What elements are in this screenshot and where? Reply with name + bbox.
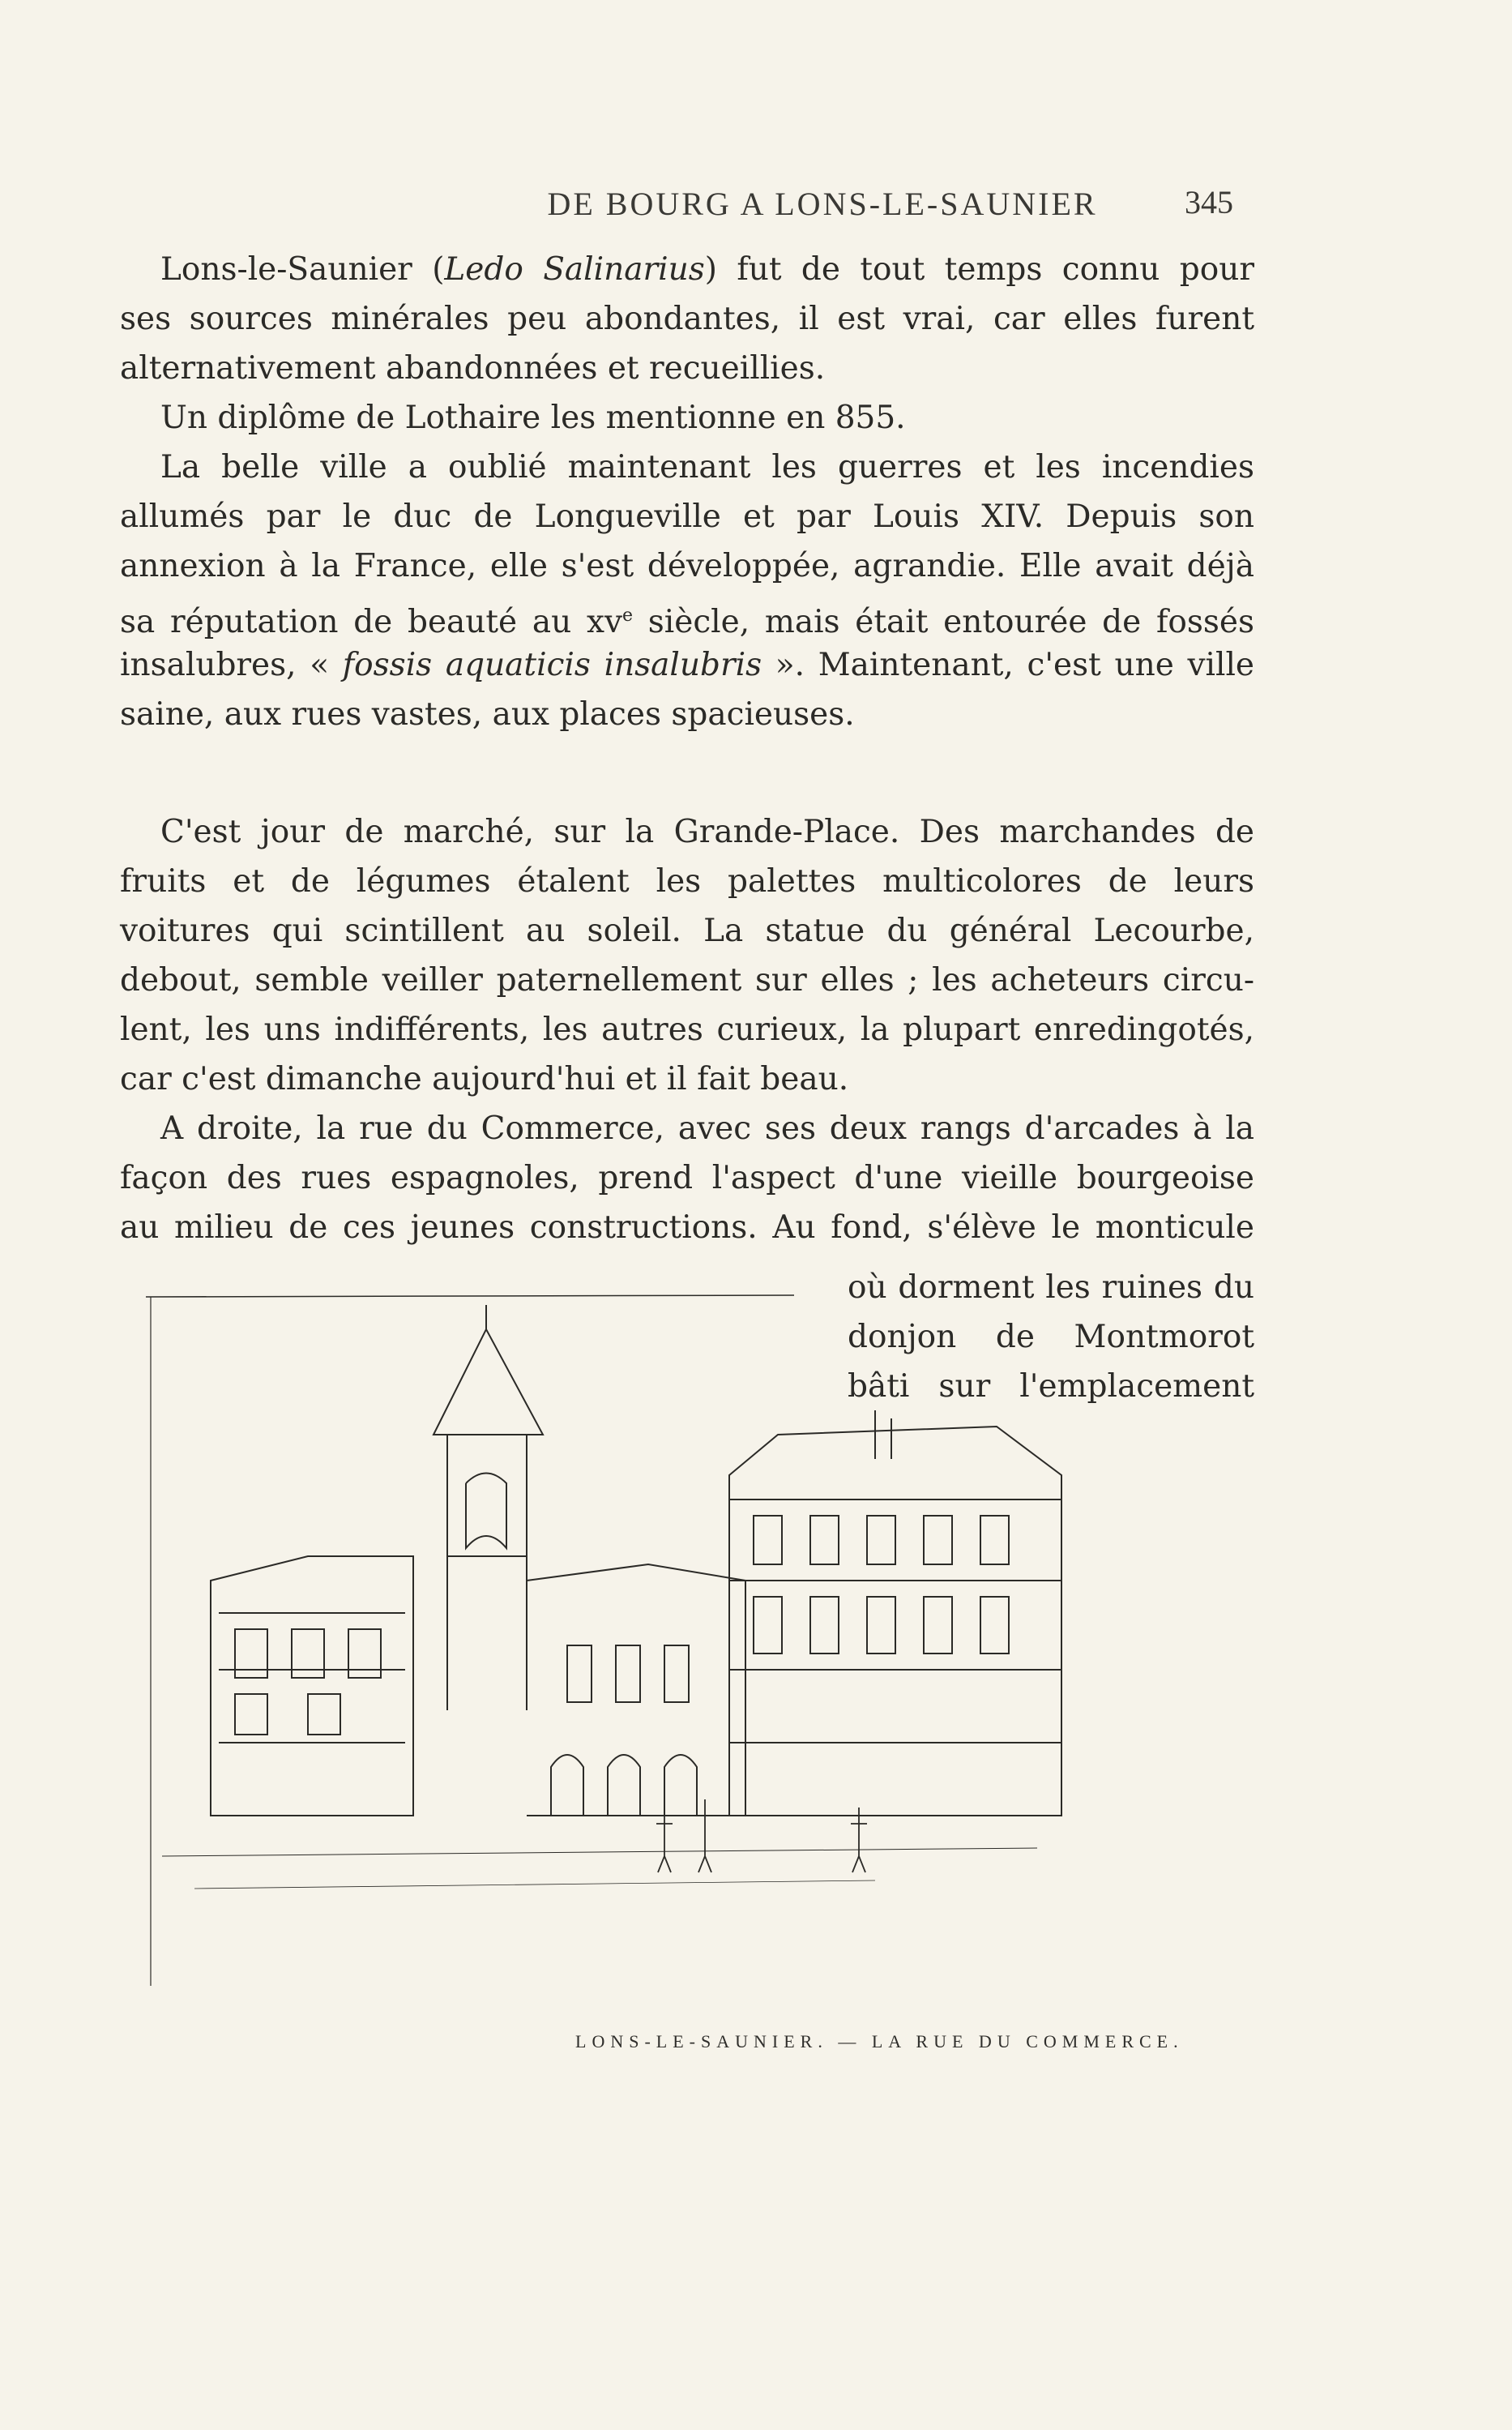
paragraph-line: au milieu de ces jeunes constructions. Au fond, s'élève le monticule <box>120 1209 1254 1246</box>
paragraph-line: A droite, la rue du Commerce, avec ses deux rangs d'arcades à la <box>160 1110 1254 1147</box>
text-block-upper <box>120 245 1254 739</box>
paragraph-line: fruits et de légumes étalent les palettes multicolores de leurs <box>120 863 1254 900</box>
paragraph-line: bâti sur l'emplacement <box>848 1368 1254 1405</box>
paragraph-line: C'est jour de marché, sur la Grande-Place. Des marchandes de <box>160 814 1254 850</box>
paragraph-line: car c'est dimanche aujourd'hui et il fait beau. <box>120 1061 849 1097</box>
paragraph-line: debout, semble veiller paternellement sur elles ; les acheteurs circu- <box>120 962 1254 999</box>
paragraph-line: ses sources minérales peu abondantes, il est vrai, car elles furent <box>120 301 1254 337</box>
paragraph-line: annexion à la France, elle s'est développée, agrandie. Elle avait déjà <box>120 548 1254 584</box>
street-engraving-illustration <box>146 1289 1199 1986</box>
paragraph-line: alternativement abandonnées et recueillies. <box>120 350 826 387</box>
paragraph-line: voitures qui scintillent au soleil. La statue du général Lecourbe, <box>120 913 1254 949</box>
paragraph-line: allumés par le duc de Longueville et par Louis XIV. Depuis son <box>120 498 1254 535</box>
paragraph-line: lent, les uns indifférents, les autres curieux, la plupart enredingotés, <box>120 1012 1254 1048</box>
page-number: 345 <box>1185 184 1233 220</box>
paragraph-line: façon des rues espagnoles, prend l'aspect d'une vieille bourgeoise <box>120 1160 1254 1196</box>
figure-caption: LONS-LE-SAUNIER. — LA RUE DU COMMERCE. <box>575 2031 1184 2051</box>
paragraph-line: insalubres, « fossis aquaticis insalubris ». Maintenant, c'est une ville <box>120 647 1254 683</box>
paragraph-line: Un diplôme de Lothaire les mentionne en 855. <box>160 400 906 436</box>
paragraph-line: La belle ville a oublié maintenant les guerres et les incendies <box>160 449 1254 486</box>
paragraph-line: où dorment les ruines du <box>848 1269 1254 1306</box>
paragraph-line: donjon de Montmorot <box>848 1319 1254 1355</box>
paragraph-line: saine, aux rues vastes, aux places spacieuses. <box>120 696 855 733</box>
text-block-lower <box>120 807 1254 1252</box>
paragraph-line: Lons-le-Saunier (Ledo Salinarius) fut de tout temps connu pour <box>160 251 1254 288</box>
running-header: DE BOURG A LONS-LE-SAUNIER <box>547 186 1098 222</box>
paragraph-line: sa réputation de beauté au $xv^e$ siècle, mais était entourée de fossés <box>120 604 1254 640</box>
